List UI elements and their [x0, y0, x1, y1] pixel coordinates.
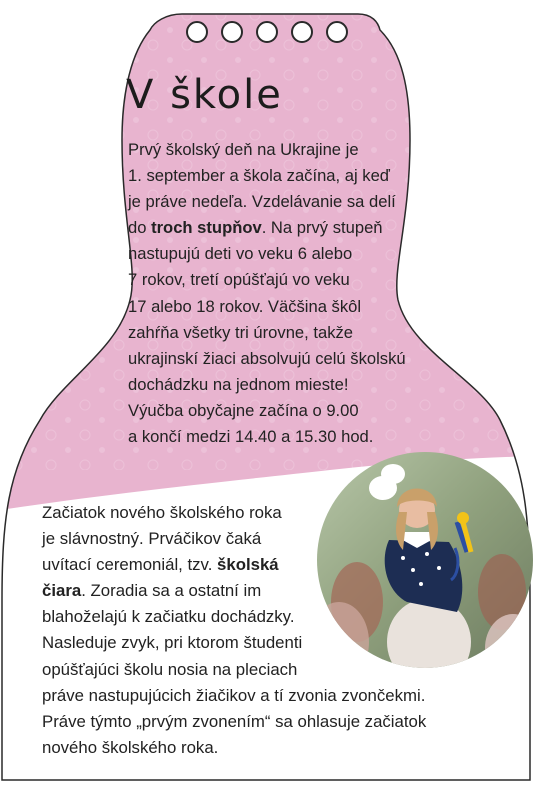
text-segment: 7 rokov, tretí opúšťajú vo veku	[128, 270, 350, 290]
text-line	[128, 346, 418, 372]
binder-ring-icon	[256, 21, 278, 43]
text-segment: 17 alebo 18 rokov. Väčšina škôl	[128, 296, 362, 316]
text-segment: Výučba obyčajne začína o 9.00	[128, 400, 359, 420]
binder-ring-icon	[326, 21, 348, 43]
text-segment: Práve týmto „prvým zvonením“ sa ohlasuje začiatok	[42, 711, 427, 731]
text-line	[42, 735, 502, 761]
text-segment: Nasleduje zvyk, pri ktorom študenti	[42, 633, 303, 653]
text-segment: ukrajinskí žiaci absolvujú celú školskú	[128, 348, 406, 368]
binder-ring-icon	[291, 21, 313, 43]
text-line	[42, 630, 502, 656]
bold-term: čiara	[42, 581, 82, 601]
page-title: V škole	[126, 72, 283, 118]
text-line	[128, 320, 418, 346]
text-segment: blahoželajú k začiatku dochádzky.	[42, 607, 295, 627]
text-segment: Začiatok nového školského roka	[42, 503, 282, 522]
text-line	[42, 578, 502, 604]
text-segment: dochádzku na jednom mieste!	[128, 374, 349, 394]
text-segment: a končí medzi 14.40 a 15.30 hod.	[128, 427, 374, 447]
text-segment: zahŕňa všetky tri úrovne, takže	[128, 322, 354, 342]
binder-ring-icon	[186, 21, 208, 43]
text-line	[42, 709, 502, 735]
text-segment: 1. september a škola začína, aj keď	[128, 166, 391, 186]
text-line	[128, 372, 418, 398]
upper-paragraph	[128, 137, 418, 450]
text-segment: je práve nedeľa. Vzdelávanie sa delí	[128, 192, 396, 212]
text-line	[128, 215, 418, 241]
text-segment: nastupujú deti vo veku 6 alebo	[128, 244, 353, 264]
text-segment: . Zoradia sa a ostatní im	[81, 581, 262, 601]
text-segment: opúšťajúci školu nosia na pleciach	[42, 659, 298, 679]
text-segment: uvítací ceremoniál, tzv.	[42, 555, 218, 575]
lower-paragraph	[42, 500, 502, 761]
bold-term: školská	[217, 555, 279, 575]
text-line	[128, 294, 418, 320]
text-line	[128, 267, 418, 293]
bold-term: troch stupňov	[151, 218, 262, 238]
text-line	[128, 189, 418, 215]
text-line	[128, 137, 418, 163]
text-segment: je slávnostný. Prváčikov čaká	[42, 529, 262, 549]
text-line	[42, 604, 502, 630]
text-line	[42, 500, 502, 526]
text-line	[42, 526, 502, 552]
text-line	[42, 552, 502, 578]
text-segment: nového školského roka.	[42, 737, 219, 757]
text-line	[128, 424, 418, 450]
text-line	[128, 398, 418, 424]
text-segment: do	[128, 218, 152, 238]
text-segment: . Na prvý stupeň	[261, 218, 383, 238]
text-line	[128, 241, 418, 267]
text-line	[42, 657, 502, 683]
text-segment: Prvý školský deň na Ukrajine je	[128, 140, 359, 159]
text-line	[42, 683, 502, 709]
text-segment: práve nastupujúcich žiačikov a tí zvonia zvončekmi.	[42, 685, 426, 705]
text-line	[128, 163, 418, 189]
binder-ring-icon	[221, 21, 243, 43]
